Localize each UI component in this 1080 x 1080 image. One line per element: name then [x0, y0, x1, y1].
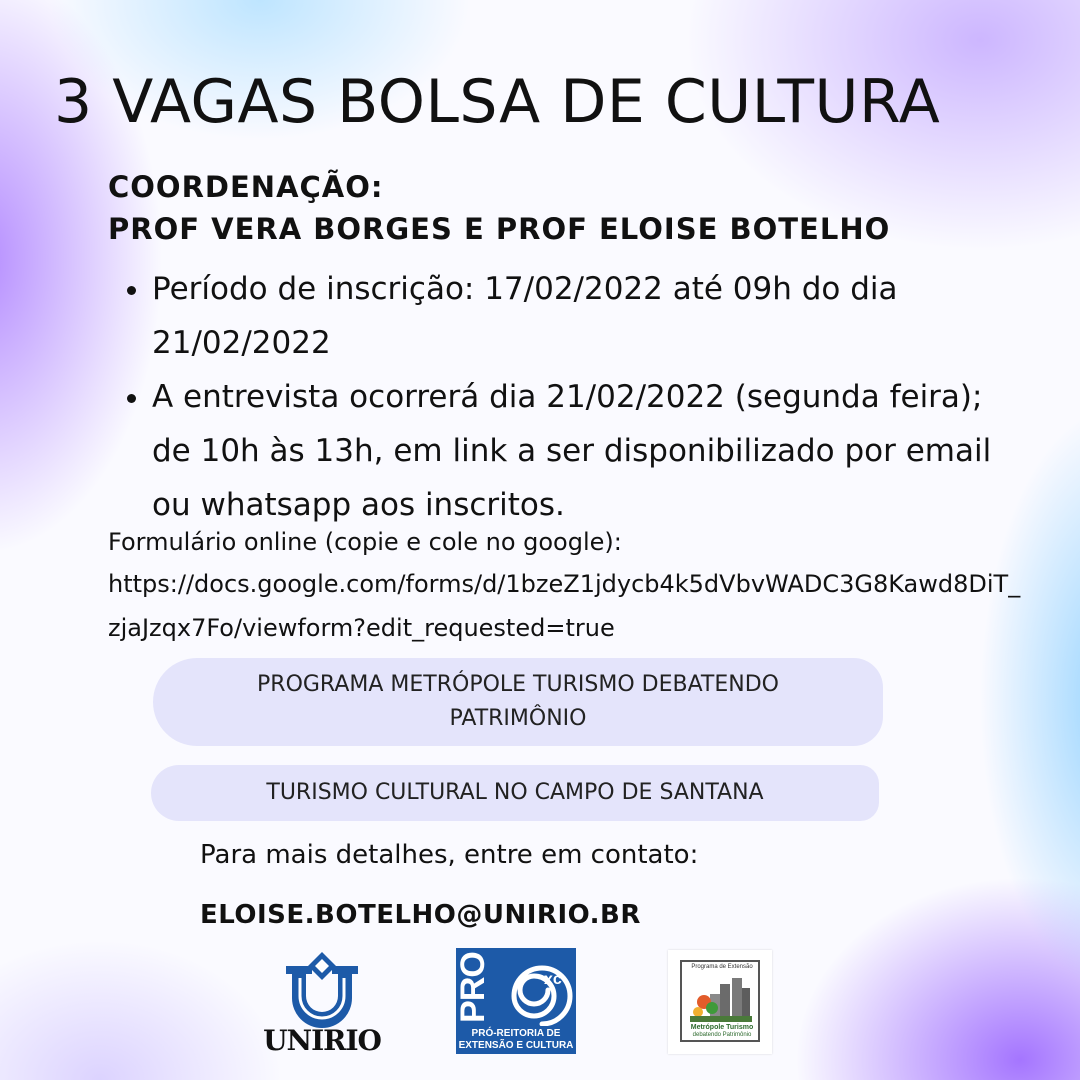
program-name: PROGRAMA METRÓPOLE TURISMO DEBATENDO PATRIMÔNIO — [257, 672, 779, 731]
contact-email: ELOISE.BOTELHO@UNIRIO.BR — [200, 900, 641, 930]
project-name: TURISMO CULTURAL NO CAMPO DE SANTANA — [266, 780, 764, 805]
form-label: Formulário online (copie e cole no google): — [108, 528, 622, 556]
metropole-logo — [668, 950, 772, 1054]
proexc-pro-text: PRO — [453, 951, 492, 1023]
proexc-logo — [453, 948, 576, 1054]
coordination-label: COORDENAÇÃO: — [108, 170, 384, 204]
spiral-icon — [492, 950, 574, 1026]
svg-text:xc: xc — [544, 971, 562, 988]
city-skyline-icon — [690, 974, 752, 1022]
form-url: https://docs.google.com/forms/d/1bzeZ1jdycb4k5dVbvWADC3G8Kawd8DiT_zjaJzqx7Fo/viewform?edit_requested=true — [108, 570, 1021, 642]
proexc-line2: EXTENSÃO E CULTURA — [458, 1040, 574, 1051]
project-badge — [151, 765, 879, 821]
metropole-top-text: Programa de Extensão — [691, 964, 753, 970]
info-list — [122, 262, 1002, 532]
metropole-tagline: debatendo Patrimônio — [692, 1032, 752, 1038]
unirio-emblem-icon — [262, 950, 382, 1030]
list-item: • A entrevista ocorrerá dia 21/02/2022 (segunda feira); de 10h às 13h, em link a ser disponibilizado por email ou whatsapp aos inscritos. — [152, 370, 1002, 532]
unirio-logo — [262, 950, 382, 1060]
list-item: • Período de inscrição: 17/02/2022 até 09h do dia 21/02/2022 — [152, 262, 1002, 370]
coordination-block — [108, 166, 1008, 250]
metropole-name: Metrópole Turismo — [690, 1024, 754, 1031]
page-title: 3 VAGAS BOLSA DE CULTURA — [54, 67, 941, 137]
coordination-names: PROF VERA BORGES E PROF ELOISE BOTELHO — [108, 212, 891, 246]
unirio-wordmark: UNIRIO — [263, 1024, 381, 1057]
contact-text: Para mais detalhes, entre em contato: — [200, 840, 699, 870]
proexc-line1: PRÓ-REITORIA DE — [471, 1028, 561, 1039]
program-badge — [153, 658, 883, 746]
